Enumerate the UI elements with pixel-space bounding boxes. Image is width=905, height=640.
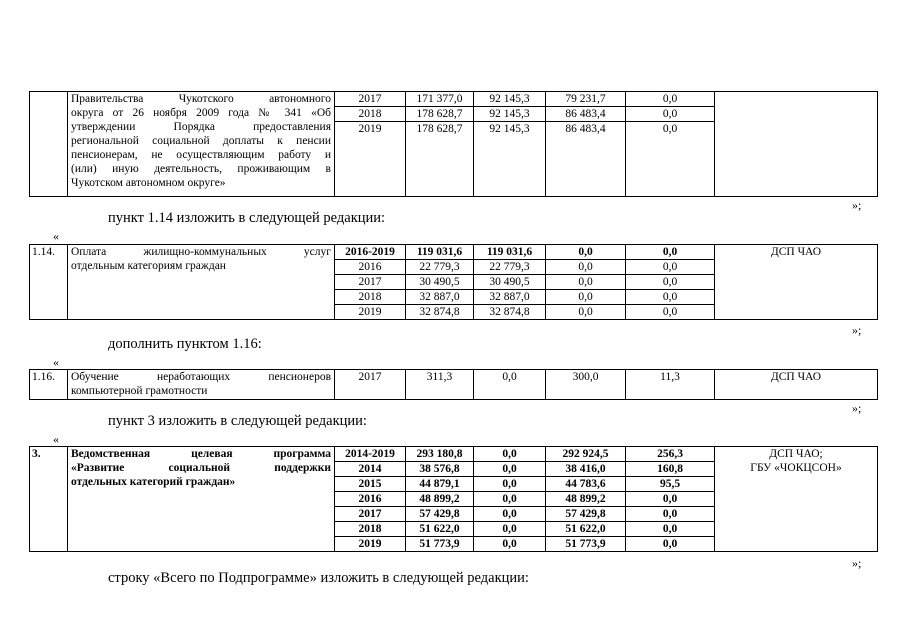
year-cell: 2014 xyxy=(335,462,406,477)
total-cell: 171 377,0 xyxy=(406,92,474,107)
year-cell: 2014-2019 xyxy=(335,447,406,462)
description-cell: Оплата жилищно-коммунальных услуг отдельным категориям граждан xyxy=(68,245,335,320)
year-cell: 2015 xyxy=(335,477,406,492)
value-cell: 0,0 xyxy=(546,305,626,320)
year-cell: 2017 xyxy=(335,507,406,522)
value-cell: 0,0 xyxy=(474,507,546,522)
value-cell: 0,0 xyxy=(474,537,546,552)
value-cell: 44 783,6 xyxy=(546,477,626,492)
value-cell: 0,0 xyxy=(626,92,715,107)
value-cell: 0,0 xyxy=(626,245,715,260)
value-cell: 256,3 xyxy=(626,447,715,462)
closing-quote: »; xyxy=(852,323,862,337)
year-cell: 2019 xyxy=(335,122,406,197)
value-cell: 38 416,0 xyxy=(546,462,626,477)
executor-cell: ДСП ЧАО xyxy=(715,370,878,400)
year-cell: 2019 xyxy=(335,305,406,320)
closing-quote: »; xyxy=(852,198,862,212)
value-cell: 300,0 xyxy=(546,370,626,400)
table-item-1-14 xyxy=(29,244,878,320)
opening-quote: « xyxy=(53,229,59,243)
value-cell: 95,5 xyxy=(626,477,715,492)
value-cell: 30 490,5 xyxy=(474,275,546,290)
instruction-text: дополнить пунктом 1.16: xyxy=(108,336,262,352)
value-cell: 0,0 xyxy=(626,492,715,507)
value-cell: 92 145,3 xyxy=(474,107,546,122)
total-cell: 32 874,8 xyxy=(406,305,474,320)
index-cell xyxy=(30,92,68,197)
value-cell: 0,0 xyxy=(626,305,715,320)
executor-cell: ДСП ЧАО xyxy=(715,245,878,320)
table-item-3 xyxy=(29,446,878,552)
value-cell: 51 773,9 xyxy=(546,537,626,552)
total-cell: 51 773,9 xyxy=(406,537,474,552)
year-cell: 2018 xyxy=(335,290,406,305)
value-cell: 0,0 xyxy=(474,447,546,462)
value-cell: 0,0 xyxy=(474,370,546,400)
year-cell: 2016 xyxy=(335,492,406,507)
value-cell: 48 899,2 xyxy=(546,492,626,507)
year-cell: 2018 xyxy=(335,522,406,537)
value-cell: 92 145,3 xyxy=(474,122,546,197)
index-cell: 3. xyxy=(30,447,68,552)
closing-quote: »; xyxy=(852,556,862,570)
opening-quote: « xyxy=(53,355,59,369)
total-cell: 44 879,1 xyxy=(406,477,474,492)
table-row xyxy=(30,245,878,260)
total-cell: 293 180,8 xyxy=(406,447,474,462)
value-cell: 32 887,0 xyxy=(474,290,546,305)
table-item-1-16 xyxy=(29,369,878,400)
value-cell: 57 429,8 xyxy=(546,507,626,522)
value-cell: 22 779,3 xyxy=(474,260,546,275)
value-cell: 0,0 xyxy=(474,462,546,477)
instruction-text: пункт 3 изложить в следующей редакции: xyxy=(108,413,367,429)
value-cell: 0,0 xyxy=(546,275,626,290)
opening-quote: « xyxy=(53,432,59,446)
total-cell: 57 429,8 xyxy=(406,507,474,522)
value-cell: 0,0 xyxy=(474,522,546,537)
total-cell: 51 622,0 xyxy=(406,522,474,537)
year-cell: 2017 xyxy=(335,275,406,290)
total-cell: 178 628,7 xyxy=(406,107,474,122)
value-cell: 0,0 xyxy=(474,492,546,507)
closing-quote: »; xyxy=(852,401,862,415)
value-cell: 92 145,3 xyxy=(474,92,546,107)
value-cell: 0,0 xyxy=(626,275,715,290)
description-cell: Обучение неработающих пенсионеров компьютерной грамотности xyxy=(68,370,335,400)
table-row xyxy=(30,447,878,462)
description-cell: Ведомственная целевая программа «Развитие социальной поддержки отдельных категорий граждан» xyxy=(68,447,335,552)
total-cell: 311,3 xyxy=(406,370,474,400)
total-cell: 178 628,7 xyxy=(406,122,474,197)
total-cell: 119 031,6 xyxy=(406,245,474,260)
value-cell: 86 483,4 xyxy=(546,107,626,122)
value-cell: 0,0 xyxy=(626,537,715,552)
value-cell: 0,0 xyxy=(626,290,715,305)
value-cell: 32 874,8 xyxy=(474,305,546,320)
value-cell: 0,0 xyxy=(546,245,626,260)
value-cell: 86 483,4 xyxy=(546,122,626,197)
total-cell: 22 779,3 xyxy=(406,260,474,275)
year-cell: 2016 xyxy=(335,260,406,275)
index-cell: 1.16. xyxy=(30,370,68,400)
description-cell: Правительства Чукотского автономного округа от 26 ноября 2009 года № 341 «Об утверждении Порядка предоставления региональной социальной доплаты к пенсии пенсионерам, не осуществляющим работу и (или) иную деятельность, проживающим в Чукотском автономном округе» xyxy=(68,92,335,197)
table-row xyxy=(30,370,878,400)
index-cell: 1.14. xyxy=(30,245,68,320)
table-continuation xyxy=(29,91,878,197)
executor-cell: ДСП ЧАО; ГБУ «ЧОКЦСОН» xyxy=(715,447,878,552)
total-cell: 30 490,5 xyxy=(406,275,474,290)
value-cell: 0,0 xyxy=(626,260,715,275)
total-cell: 32 887,0 xyxy=(406,290,474,305)
year-cell: 2019 xyxy=(335,537,406,552)
value-cell: 0,0 xyxy=(626,522,715,537)
year-cell: 2016-2019 xyxy=(335,245,406,260)
year-cell: 2017 xyxy=(335,370,406,400)
year-cell: 2018 xyxy=(335,107,406,122)
total-cell: 48 899,2 xyxy=(406,492,474,507)
value-cell: 0,0 xyxy=(546,290,626,305)
value-cell: 292 924,5 xyxy=(546,447,626,462)
value-cell: 160,8 xyxy=(626,462,715,477)
value-cell: 119 031,6 xyxy=(474,245,546,260)
value-cell: 0,0 xyxy=(626,507,715,522)
total-cell: 38 576,8 xyxy=(406,462,474,477)
instruction-text: пункт 1.14 изложить в следующей редакции: xyxy=(108,210,386,226)
value-cell: 79 231,7 xyxy=(546,92,626,107)
executor-cell xyxy=(715,92,878,197)
value-cell: 11,3 xyxy=(626,370,715,400)
instruction-text: строку «Всего по Подпрограмме» изложить в следующей редакции: xyxy=(108,570,529,586)
value-cell: 0,0 xyxy=(474,477,546,492)
value-cell: 51 622,0 xyxy=(546,522,626,537)
year-cell: 2017 xyxy=(335,92,406,107)
value-cell: 0,0 xyxy=(626,122,715,197)
table-row xyxy=(30,92,878,107)
value-cell: 0,0 xyxy=(626,107,715,122)
value-cell: 0,0 xyxy=(546,260,626,275)
